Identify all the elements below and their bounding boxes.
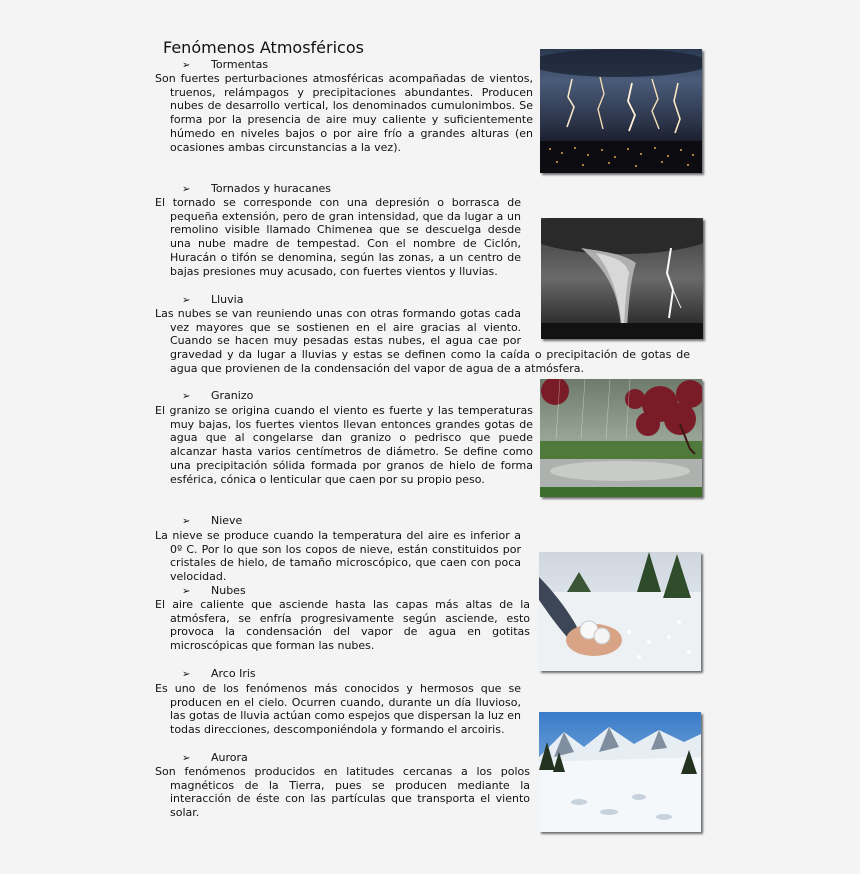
paragraph-granizo: El granizo se origina cuando el viento es fuerte y las temperaturas muy bajas, los fuertes vientos llevan entonces grandes gotas de agua que al congelarse dan granizo o pedrisco que puede alcanzar hasta varios centímetros de diámetro. Se define como una precipitación sólida formada por granos de hielo de forma esférica, cónica o lenticular que caen por su propio peso. bbox=[155, 404, 533, 486]
section-heading-tormentas bbox=[182, 58, 268, 73]
arrow-bullet-icon: ➢ bbox=[182, 391, 191, 402]
paragraph-arco-iris: Es uno de los fenómenos más conocidos y hermosos que se producen en el cielo. Ocurren cuando, durante un día lluvioso, las gotas de lluvia actúan como espejos que dispersan la luz en todas direcciones, descomponiéndola y formando el arcoiris. bbox=[155, 682, 521, 737]
section-heading-aurora bbox=[182, 751, 248, 766]
hail-hands-photo bbox=[539, 552, 701, 671]
storm-lightning-photo bbox=[540, 49, 702, 173]
paragraph-tornados: El tornado se corresponde con una depresión o borrasca de pequeña extensión, pero de gran intensidad, que da lugar a un remolino visible llamado Chimenea que se descuelga desde una nube madre de tempestad. Con el nombre de Ciclón, Huracán o tifón se denomina, según las zonas, a un centro de bajas presiones muy acusado, con fuertes vientos y lluvias. bbox=[155, 196, 521, 278]
arrow-bullet-icon: ➢ bbox=[182, 60, 191, 71]
heading-label: Tormentas bbox=[211, 58, 269, 71]
heading-label: Aurora bbox=[211, 751, 248, 764]
heading-label: Lluvia bbox=[211, 293, 244, 306]
heading-label: Nieve bbox=[211, 514, 243, 527]
heading-label: Tornados y huracanes bbox=[211, 182, 332, 195]
heading-label: Nubes bbox=[211, 584, 246, 597]
paragraph-tormentas: Son fuertes perturbaciones atmosféricas acompañadas de vientos, truenos, relámpagos y precipitaciones abundantes. Producen nubes de desarrollo vertical, los denominados cumulonimbos. Se forma por la presencia de aire muy caliente y suficientemente húmedo en niveles bajos o por aire frío a grandes alturas (en ocasiones ambas circunstancias a la vez). bbox=[155, 72, 533, 154]
paragraph-lluvia: Las nubes se van reuniendo unas con otras formando gotas cada vez mayores que se sostienen en el aire gracias al viento. Cuando se hacen muy pesadas estas nubes, el agua cae por gravedad y da lugar a lluvias y estas se definen como la caída o precipitación de gotas de agua que provienen de la condensación del vapor de agua de a atmósfera. bbox=[155, 307, 690, 375]
arrow-bullet-icon: ➢ bbox=[182, 669, 191, 680]
arrow-bullet-icon: ➢ bbox=[182, 184, 191, 195]
arrow-bullet-icon: ➢ bbox=[182, 516, 191, 527]
arrow-bullet-icon: ➢ bbox=[182, 753, 191, 764]
arrow-bullet-icon: ➢ bbox=[182, 586, 191, 597]
paragraph-nieve: La nieve se produce cuando la temperatura del aire es inferior a 0º C. Por lo que son los copos de nieve, están constituidos por cristales de hielo, de tamaño microscópico, que caen con poca velocidad. bbox=[155, 529, 521, 584]
section-heading-granizo bbox=[182, 389, 253, 404]
tornado-photo bbox=[541, 218, 703, 339]
paragraph-nubes: El aire caliente que asciende hasta las capas más altas de la atmósfera, se enfría progresivamente según asciende, esto provoca la condensación del vapor de agua en gotitas microscópicas que forman las nubes. bbox=[155, 598, 530, 653]
section-heading-arco-iris bbox=[182, 667, 256, 682]
arrow-bullet-icon: ➢ bbox=[182, 295, 191, 306]
section-heading-nieve bbox=[182, 514, 242, 529]
paragraph-aurora: Son fenómenos producidos en latitudes cercanas a los polos magnéticos de la Tierra, pues se producen mediante la interacción de éste con las partículas que transporta el viento solar. bbox=[155, 765, 530, 820]
section-heading-lluvia bbox=[182, 293, 243, 308]
heading-label: Arco Iris bbox=[211, 667, 256, 680]
page-title: Fenómenos Atmosféricos bbox=[163, 38, 364, 57]
rain-tree-photo bbox=[540, 379, 702, 497]
snowy-mountains-photo bbox=[539, 712, 701, 832]
section-heading-tornados bbox=[182, 182, 331, 197]
section-heading-nubes bbox=[182, 584, 246, 599]
heading-label: Granizo bbox=[211, 389, 254, 402]
